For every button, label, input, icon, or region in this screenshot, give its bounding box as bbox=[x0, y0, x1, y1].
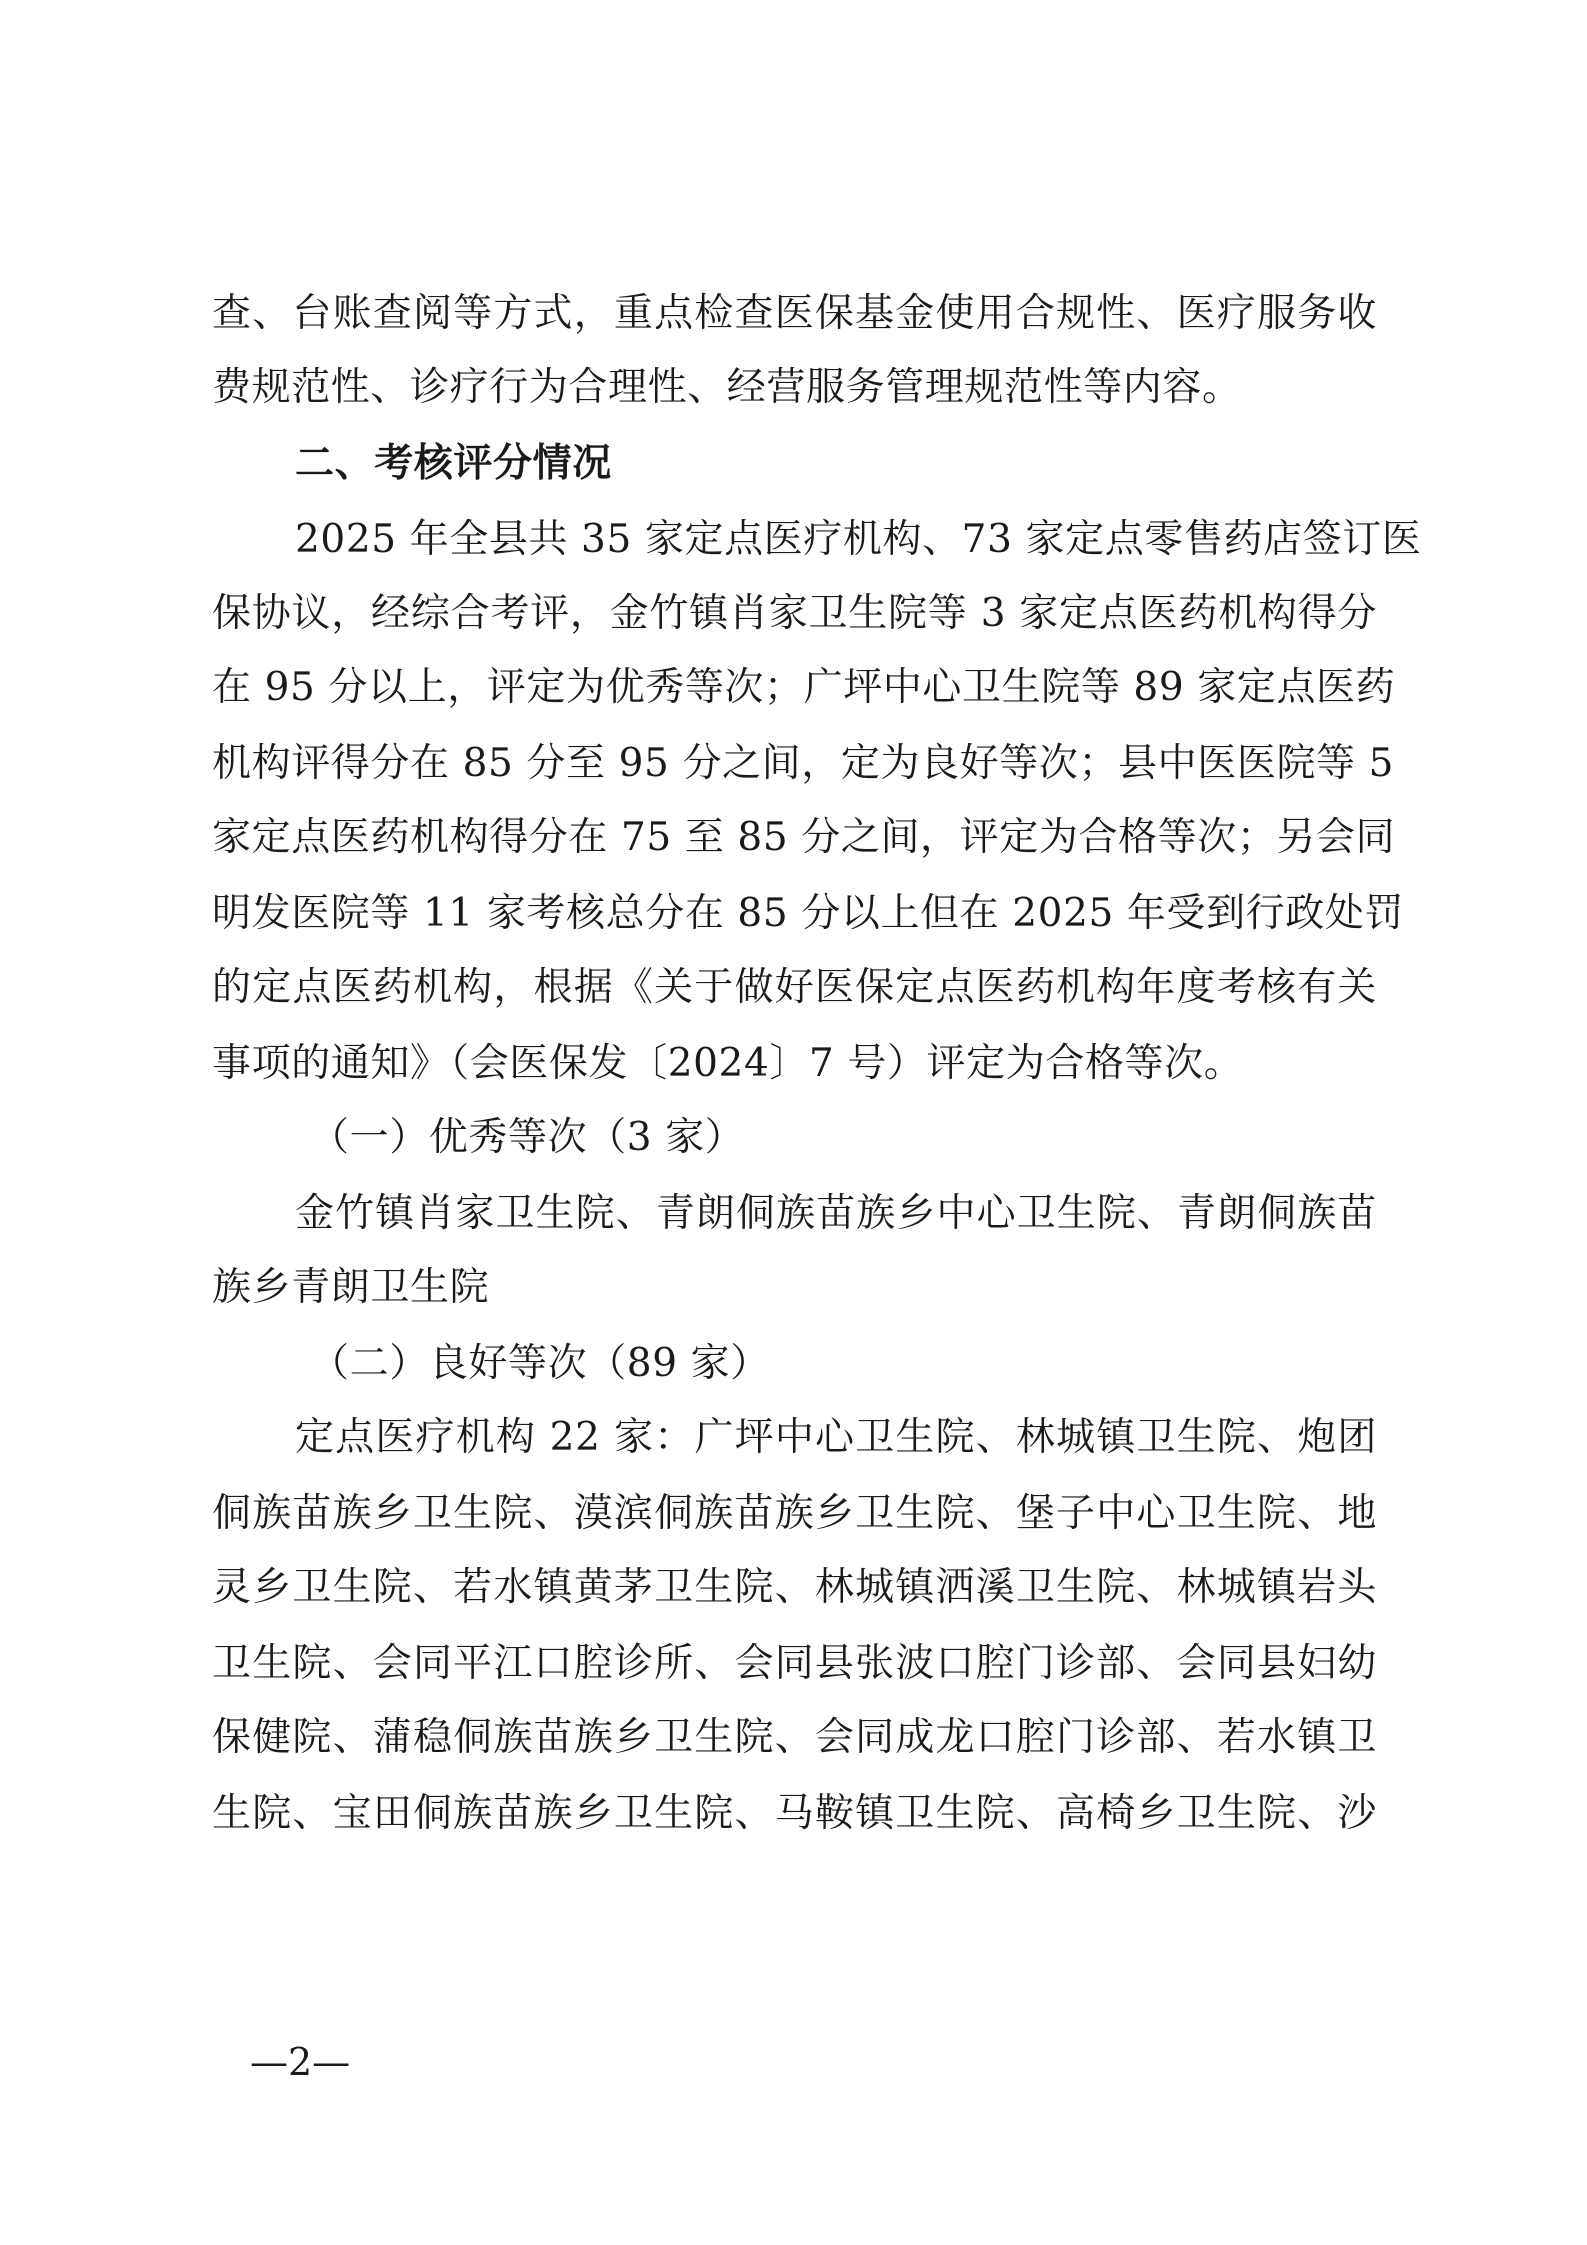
paragraph-line-10: 事项的通知》（会医保发〔2024〕7 号）评定为合格等次。 bbox=[212, 1041, 1244, 1086]
paragraph-line-3: 2025 年全县共 35 家定点医疗机构、73 家定点零售药店签订医 bbox=[295, 517, 1422, 562]
paragraph-line-15: 灵乡卫生院、若水镇黄茅卫生院、林城镇洒溪卫生院、林城镇岩头 bbox=[212, 1565, 1377, 1610]
paragraph-line-1: 查、台账查阅等方式，重点检查医保基金使用合规性、医疗服务收 bbox=[212, 291, 1377, 336]
paragraph-line-12: 族乡青朗卫生院 bbox=[212, 1265, 490, 1310]
paragraph-line-11: 金竹镇肖家卫生院、青朗侗族苗族乡中心卫生院、青朗侗族苗 bbox=[295, 1191, 1377, 1236]
paragraph-line-6: 机构评得分在 85 分至 95 分之间，定为良好等次；县中医医院等 5 bbox=[212, 741, 1395, 786]
paragraph-line-9: 的定点医药机构，根据《关于做好医保定点医药机构年度考核有关 bbox=[212, 965, 1377, 1010]
paragraph-line-5: 在 95 分以上，评定为优秀等次；广坪中心卫生院等 89 家定点医药 bbox=[212, 665, 1396, 710]
paragraph-line-8: 明发医院等 11 家考核总分在 85 分以上但在 2025 年受到行政处罚 bbox=[212, 891, 1405, 936]
paragraph-line-17: 保健院、蒲稳侗族苗族乡卫生院、会同成龙口腔门诊部、若水镇卫 bbox=[212, 1715, 1377, 1760]
subheading-good-grade: （二）良好等次（89 家） bbox=[310, 1341, 770, 1386]
section-heading-assessment-scores: 二、考核评分情况 bbox=[295, 441, 612, 486]
paragraph-line-18: 生院、宝田侗族苗族乡卫生院、马鞍镇卫生院、高椅乡卫生院、沙 bbox=[212, 1791, 1377, 1836]
page-number: —2— bbox=[250, 2040, 351, 2084]
paragraph-line-16: 卫生院、会同平江口腔诊所、会同县张波口腔门诊部、会同县妇幼 bbox=[212, 1641, 1377, 1686]
paragraph-line-7: 家定点医药机构得分在 75 至 85 分之间，评定为合格等次；另会同 bbox=[212, 815, 1396, 860]
paragraph-line-2: 费规范性、诊疗行为合理性、经营服务管理规范性等内容。 bbox=[212, 365, 1242, 410]
subheading-excellent-grade: （一）优秀等次（3 家） bbox=[310, 1115, 745, 1160]
paragraph-line-13: 定点医疗机构 22 家：广坪中心卫生院、林城镇卫生院、炮团 bbox=[295, 1415, 1377, 1460]
paragraph-line-4: 保协议，经综合考评，金竹镇肖家卫生院等 3 家定点医药机构得分 bbox=[212, 591, 1377, 636]
paragraph-line-14: 侗族苗族乡卫生院、漠滨侗族苗族乡卫生院、堡子中心卫生院、地 bbox=[212, 1491, 1377, 1536]
